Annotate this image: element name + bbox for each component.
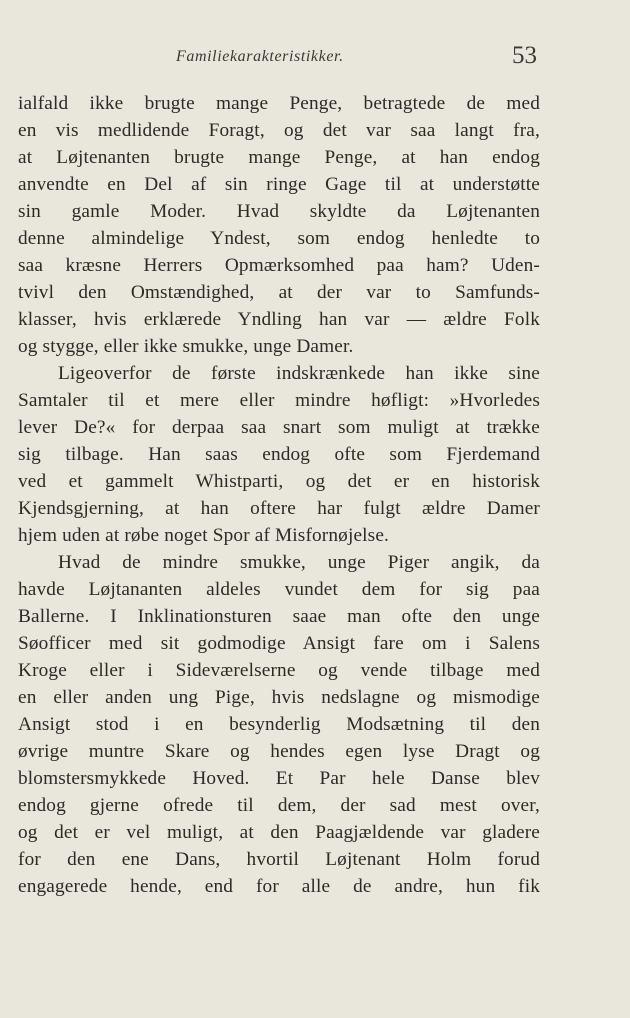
text-line: klasser, hvis erklærede Yndling han var — ældre Folk bbox=[18, 309, 540, 330]
text-line: sig tilbage. Han saas endog ofte som Fjerdemand bbox=[18, 444, 540, 465]
running-title: Familiekarakteristikker. bbox=[176, 48, 344, 65]
text-line: Kjendsgjerning, at han oftere har fulgt ældre Damer bbox=[18, 498, 540, 519]
text-line: Ballerne. I Inklinationsturen saae man ofte den unge bbox=[18, 606, 540, 627]
text-line: en vis medlidende Foragt, og det var saa langt fra, bbox=[18, 120, 540, 141]
text-line: at Løjtenanten brugte mange Penge, at han endog bbox=[18, 147, 540, 168]
text-line: hjem uden at røbe noget Spor af Misfornøjelse. bbox=[18, 525, 390, 546]
text-line: og stygge, eller ikke smukke, unge Damer. bbox=[18, 336, 354, 357]
text-line: Ligeoverfor de første indskrænkede han ikke sine bbox=[58, 363, 540, 384]
text-line: og det er vel muligt, at den Paagjældende var gladere bbox=[18, 822, 540, 843]
page-header bbox=[0, 42, 630, 74]
text-line: Samtaler til et mere eller mindre høfligt: »Hvorledes bbox=[18, 390, 540, 411]
text-line: Kroge eller i Sideværelserne og vende tilbage med bbox=[18, 660, 540, 681]
page-number: 53 bbox=[512, 42, 537, 69]
text-line: blomstersmykkede Hoved. Et Par hele Danse blev bbox=[18, 768, 540, 789]
body-text bbox=[18, 90, 540, 900]
text-line: Ansigt stod i en besynderlig Modsætning til den bbox=[18, 714, 540, 735]
text-line: anvendte en Del af sin ringe Gage til at understøtte bbox=[18, 174, 540, 195]
text-line: havde Løjtananten aldeles vundet dem for sig paa bbox=[18, 579, 540, 600]
text-line: en eller anden ung Pige, hvis nedslagne og mismodige bbox=[18, 687, 540, 708]
text-line: Hvad de mindre smukke, unge Piger angik, da bbox=[58, 552, 540, 573]
text-line: engagerede hende, end for alle de andre, hun fik bbox=[18, 876, 540, 897]
text-line: øvrige muntre Skare og hendes egen lyse Dragt og bbox=[18, 741, 540, 762]
text-line: endog gjerne ofrede til dem, der sad mest over, bbox=[18, 795, 540, 816]
text-line: denne almindelige Yndest, som endog henledte to bbox=[18, 228, 540, 249]
text-line: ialfald ikke brugte mange Penge, betragtede de med bbox=[18, 93, 540, 114]
text-line: ved et gammelt Whistparti, og det er en historisk bbox=[18, 471, 540, 492]
text-line: saa kræsne Herrers Opmærksomhed paa ham? Uden- bbox=[18, 255, 540, 276]
text-line: for den ene Dans, hvortil Løjtenant Holm forud bbox=[18, 849, 540, 870]
text-line: tvivl den Omstændighed, at der var to Samfunds- bbox=[18, 282, 540, 303]
text-line: sin gamle Moder. Hvad skyldte da Løjtenanten bbox=[18, 201, 540, 222]
text-line: lever De?« for derpaa saa snart som muligt at trække bbox=[18, 417, 540, 438]
text-line: Søofficer med sit godmodige Ansigt fare om i Salens bbox=[18, 633, 540, 654]
